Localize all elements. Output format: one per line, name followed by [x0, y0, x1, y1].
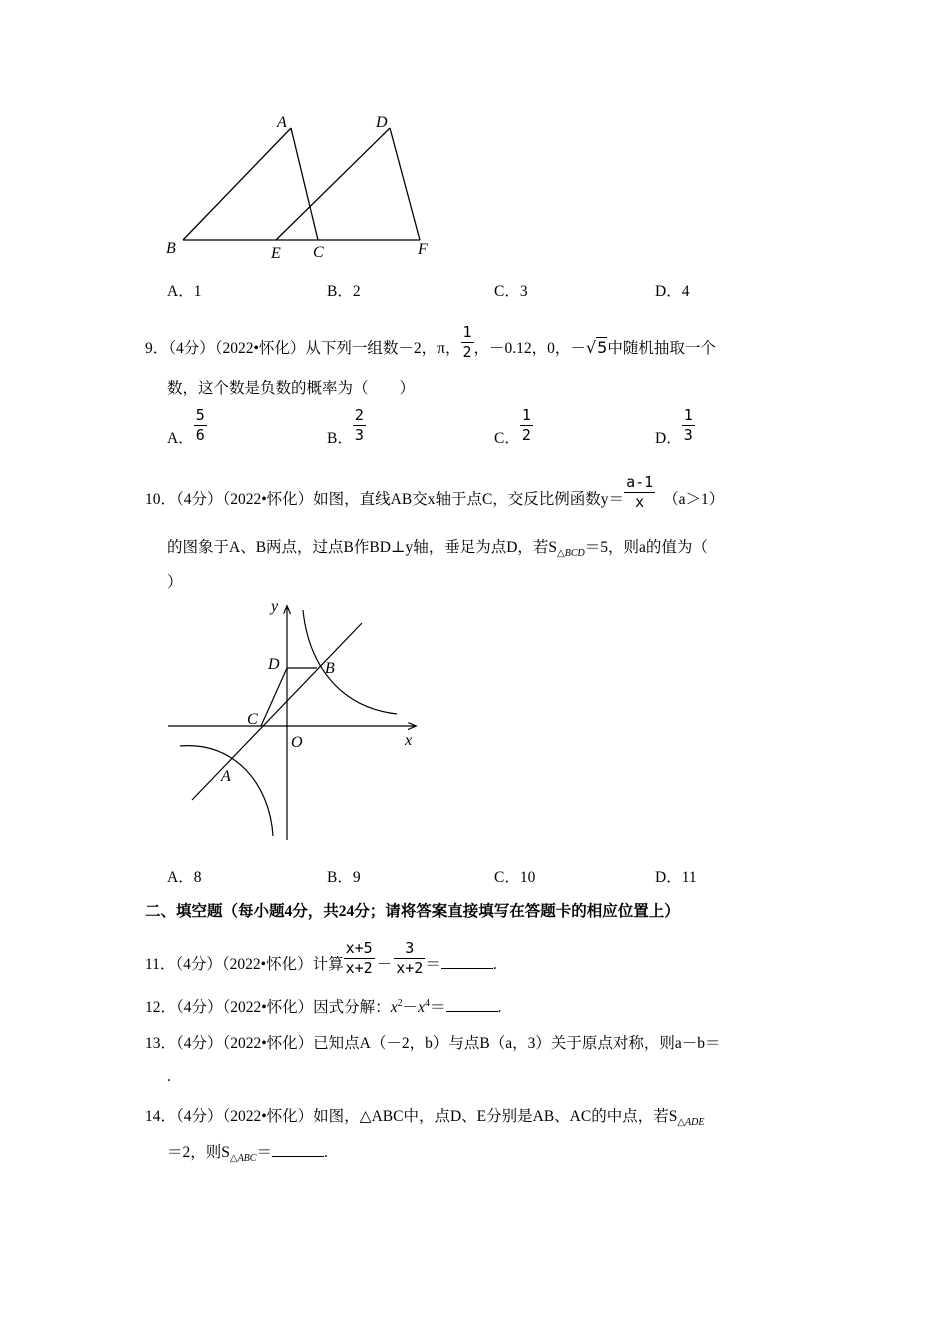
q9-option-a-label: A．	[167, 430, 194, 448]
segment-df	[390, 128, 420, 240]
q9-option-c-label: C．	[494, 430, 520, 448]
q9-option-d	[655, 408, 695, 448]
q9-b-num: 2	[354, 406, 364, 424]
q14-line2-text: ＝2，则S	[167, 1144, 230, 1161]
label-b: B	[166, 240, 176, 257]
q9-fraction	[461, 322, 474, 361]
q9-option-c	[494, 408, 533, 448]
q10-fraction	[624, 472, 655, 511]
q10-line1	[145, 470, 724, 530]
q12-eq: ＝	[429, 999, 446, 1016]
q9-line1	[145, 320, 716, 377]
q9-mid: ，－0.12，0，－	[473, 340, 586, 357]
q10-option-c: C．10	[494, 869, 536, 886]
q9-option-b	[327, 408, 366, 448]
q10-line2	[167, 535, 708, 559]
segment-ed	[276, 128, 390, 240]
q11-prefix: 11．（4分）（2022•怀化）计算	[145, 956, 344, 973]
answer-blank	[446, 997, 498, 1012]
q11-fraction-1	[344, 938, 375, 977]
q10-line3: ）	[167, 574, 183, 591]
q9-option-b-label: B．	[327, 430, 353, 448]
q9-d-den: 3	[683, 426, 693, 444]
q9-d-num: 1	[683, 406, 693, 424]
q14-eq: ＝	[256, 1144, 272, 1161]
q10-line2-b: ＝5，则a的值为（	[584, 539, 708, 556]
section-heading: 二、填空题（每小题4分，共24分；请将答案直接填写在答题卡的相应位置上）	[145, 903, 680, 920]
q14-line1	[145, 1104, 704, 1128]
q9-option-d-frac	[682, 408, 695, 443]
line-ab	[192, 623, 362, 800]
q14-line1-text: 14．（4分）（2022•怀化）如图，△ABC中，点D、E分别是AB、AC的中点，若S	[145, 1108, 678, 1125]
fig-label-x: x	[405, 732, 413, 749]
q9-sqrt	[586, 337, 607, 357]
label-f: F	[418, 241, 428, 258]
label-a: A	[277, 114, 287, 131]
q12-exp1: 2	[397, 997, 403, 1009]
q12-end: .	[497, 999, 502, 1016]
hyperbola-figure	[160, 595, 430, 845]
q11-minus: －	[376, 956, 393, 973]
fig-label-y: y	[271, 598, 279, 615]
q14-sub1: △ADE	[677, 1117, 705, 1129]
q14-end: .	[323, 1144, 328, 1161]
q10-option-b: B．9	[327, 869, 361, 886]
segment-ac	[291, 128, 318, 240]
fig-label-a: A	[221, 768, 231, 785]
q13-line2: .	[167, 1068, 171, 1085]
q10-frac-den: x	[624, 492, 655, 510]
q10-suffix: （a＞1）	[663, 491, 725, 508]
q12-minus: －	[402, 999, 419, 1016]
q9-frac-den: 2	[462, 342, 472, 361]
answer-blank	[272, 1142, 324, 1157]
q11-f2-den: x+2	[396, 958, 424, 977]
q8-option-b: B．2	[327, 283, 361, 300]
q9-frac-num: 1	[462, 322, 472, 341]
q9-option-c-frac	[520, 408, 533, 443]
q11-f1-den: x+2	[345, 958, 373, 977]
q9-a-num: 5	[195, 406, 205, 424]
q9-c-den: 2	[521, 426, 531, 444]
fig-label-c: C	[247, 711, 258, 728]
q8-option-c: C．3	[494, 283, 528, 300]
q12-exp2: 4	[424, 997, 430, 1009]
triangle-figure	[155, 105, 445, 270]
q9-b-den: 3	[354, 426, 364, 444]
q9-option-d-label: D．	[655, 430, 682, 448]
q10-prefix: 10．（4分）（2022•怀化）如图，直线AB交x轴于点C，交反比例函数y＝	[145, 491, 625, 508]
hyperbola-branch-q1	[303, 610, 397, 714]
q10-line2-a: 的图象于A、B两点，过点B作BD⊥y轴，垂足为点D，若S	[167, 539, 558, 556]
q10-option-a: A．8	[167, 869, 202, 886]
q9-line2: 数，这个数是负数的概率为（ ）	[167, 380, 416, 397]
sqrt-sign: √	[585, 338, 597, 357]
q10-option-d: D．11	[655, 869, 697, 886]
segment-dc	[261, 668, 287, 726]
q12-x1: x	[390, 999, 398, 1016]
q12-prefix: 12．（4分）（2022•怀化）因式分解：	[145, 999, 391, 1016]
fig-label-o: O	[291, 734, 303, 751]
q14-sub2: △ABC	[229, 1153, 257, 1165]
q9-c-num: 1	[521, 406, 531, 424]
q11-end: .	[492, 956, 497, 973]
q10-line2-sub: △BCD	[557, 548, 585, 560]
q11-eq: ＝	[425, 956, 441, 973]
q11-fraction-2	[394, 938, 425, 977]
fig-label-b: B	[325, 660, 335, 677]
q9-suffix: 中随机抽取一个	[607, 340, 716, 357]
q12-x2: x	[418, 999, 425, 1016]
segment-ab	[183, 128, 291, 240]
q11-f1-num: x+5	[345, 938, 373, 957]
q11-f2-num: 3	[405, 938, 415, 957]
q9-radicand: 5	[597, 338, 608, 357]
q8-option-d: D．4	[655, 283, 690, 300]
q12-line	[145, 995, 501, 1017]
label-e: E	[271, 245, 281, 262]
q11-line	[145, 935, 497, 995]
hyperbola-branch-q3	[180, 746, 273, 836]
fig-label-d: D	[268, 656, 280, 673]
q9-a-den: 6	[195, 426, 205, 444]
answer-blank	[441, 954, 493, 969]
q8-option-a: A．1	[167, 283, 202, 300]
label-d: D	[376, 114, 388, 131]
label-c: C	[313, 244, 324, 261]
q14-line2	[167, 1140, 328, 1164]
q9-option-a	[167, 408, 207, 448]
q9-prefix: 9．（4分）（2022•怀化）从下列一组数－2，π，	[145, 340, 461, 357]
q9-option-b-frac	[353, 408, 366, 443]
q10-frac-num: a-1	[626, 472, 654, 491]
q13-line1: 13．（4分）（2022•怀化）已知点A（－2，b）与点B（a，3）关于原点对称，则a－b＝	[145, 1035, 721, 1052]
q9-option-a-frac	[194, 408, 207, 443]
